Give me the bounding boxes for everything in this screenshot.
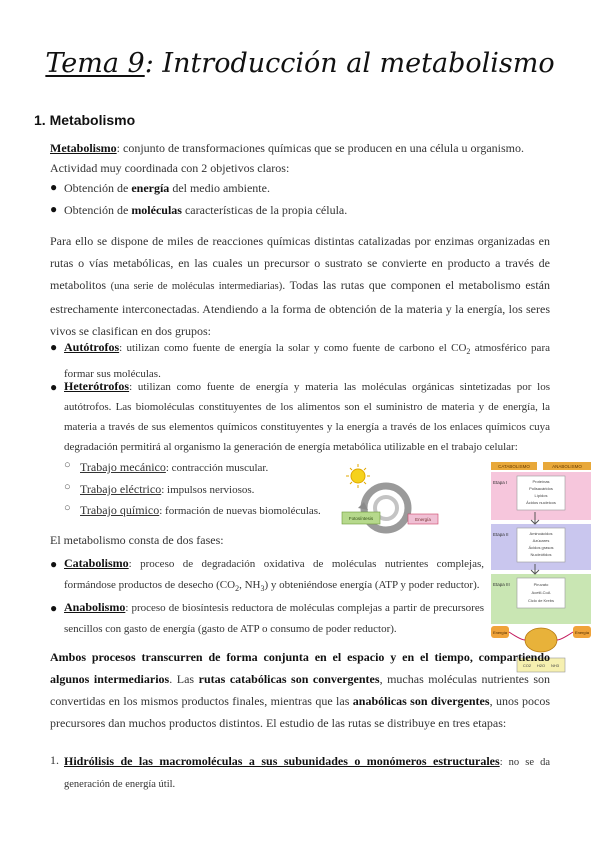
group-bullet: ● bbox=[50, 380, 58, 394]
work-bullet: ○ bbox=[64, 481, 71, 493]
section-heading bbox=[34, 112, 135, 128]
work-term: Trabajo eléctrico bbox=[80, 482, 162, 496]
objective-bold: energía bbox=[131, 181, 170, 195]
energy-cycle-figure bbox=[338, 462, 468, 540]
objective-bullet: ● bbox=[50, 180, 58, 194]
work-bullet: ○ bbox=[64, 502, 71, 514]
work-term: Trabajo mecánico bbox=[80, 460, 166, 474]
stage2-label: Etapa II bbox=[493, 532, 509, 537]
stage-number: 1. bbox=[50, 753, 59, 767]
stage1-text: : no se da generación de energía útil. bbox=[64, 757, 551, 790]
work-text: : impulsos nerviosos. bbox=[161, 484, 255, 496]
objective-after: características de la propia célula. bbox=[181, 203, 348, 217]
work-item bbox=[80, 457, 320, 478]
stage1-term: Hidrólisis de las macromoléculas a sus subunidades o monómeros estructurales bbox=[64, 754, 500, 768]
paragraph-routes bbox=[50, 230, 550, 342]
intro-term: Metabolismo bbox=[50, 141, 117, 155]
para3-bold2: rutas catabólicas son convergentes bbox=[198, 672, 380, 686]
phases-intro: El metabolismo consta de dos fases: bbox=[50, 533, 224, 547]
objective-bold: moléculas bbox=[131, 203, 182, 217]
phase-sub: 2 bbox=[235, 584, 240, 594]
energy-tag-right-label: Energía bbox=[574, 630, 590, 635]
stage2-item: Aminoácidos bbox=[529, 531, 553, 536]
anabolism-header: ANABOLISMO bbox=[552, 464, 582, 469]
stage1-item: Polisacáridos bbox=[529, 486, 553, 491]
energy-tag-left-label: Energía bbox=[492, 630, 508, 635]
stage2-item: Nucleótidos bbox=[530, 552, 552, 557]
phase-mid: , NH bbox=[239, 579, 261, 591]
phase-bullet: ● bbox=[50, 557, 58, 571]
stage1-label: Etapa I bbox=[493, 480, 508, 485]
para3-bold3: anabólicas son divergentes bbox=[352, 694, 490, 708]
section-number: 1. bbox=[34, 112, 46, 128]
objective-after: del medio ambiente. bbox=[169, 181, 270, 195]
work-item bbox=[80, 500, 340, 521]
phase-sub: 3 bbox=[260, 584, 265, 594]
catabolism-header: CATABOLISMO bbox=[498, 464, 530, 469]
intro-definition: : conjunto de transformaciones químicas que se producen en una célula u organismo. Actividad muy coordinada con 2 objetivos claros: bbox=[50, 141, 524, 175]
para2-b: . Todas las rutas que componen el metabolismo están estrechamente interconectadas. Atendiendo a la forma de obtención de la materia y la energía, los seres vivos se clasifican en dos grupos: bbox=[50, 278, 550, 338]
photosynthesis-label: Fotosíntesis bbox=[348, 516, 374, 521]
objective-bullet: ● bbox=[50, 202, 58, 216]
group-text: : utilizan como fuente de energía y materia las moléculas orgánicas sintetizadas por los autótrofos. Las biomoléculas constituyentes de los alimentos son el suministro de materia y de energía, la materia a través de sus elementos químicos constituyentes y la energía a través de los enlaces químicos cuya degradación permitirá al organismo la generación de energía metabólica utilizable en el trabajo celular: bbox=[64, 381, 550, 453]
objective-before: Obtención de bbox=[64, 181, 132, 195]
para2-small: (una serie de moléculas intermediarias) bbox=[110, 281, 283, 292]
stage1-item: Proteínas bbox=[532, 479, 550, 484]
phase-term: Anabolismo bbox=[64, 600, 126, 614]
sun-icon bbox=[346, 464, 370, 488]
objective-item bbox=[64, 178, 544, 198]
work-item bbox=[80, 479, 320, 500]
work-text: : formación de nuevas biomoléculas. bbox=[159, 505, 321, 517]
stage2-item: Azúcares bbox=[532, 538, 550, 543]
end-product: NH3 bbox=[550, 663, 560, 668]
end-product: CO2 bbox=[522, 663, 532, 668]
title-rest: : Introducción al metabolismo bbox=[144, 48, 555, 79]
objective-item bbox=[64, 200, 544, 220]
group-bullet: ● bbox=[50, 340, 58, 354]
work-text: : contracción muscular. bbox=[165, 462, 269, 474]
stage3-label: Etapa III bbox=[493, 582, 510, 587]
work-bullet: ○ bbox=[64, 459, 71, 471]
phase-end: ) y obteniéndose energía (ATP y poder reductor). bbox=[264, 579, 480, 591]
stage3-item: Piruvato bbox=[533, 582, 549, 587]
intro-paragraph bbox=[50, 138, 550, 178]
end-product: H2O bbox=[536, 663, 546, 668]
group-term: Autótrofos bbox=[64, 340, 120, 354]
stage1-item: Lípidos bbox=[534, 493, 548, 498]
stage1-item: Ácidos nucleicos bbox=[526, 500, 556, 505]
group-heterotrophs bbox=[64, 376, 550, 457]
stage3-item: Acetil-CoA bbox=[531, 590, 551, 595]
para3-t2: , muchas moléculas nutrientes son convertidas en los mismos productos finales, mientras que las bbox=[50, 672, 551, 708]
phase-text: : proceso de degradación oxidativa de moléculas nutrientes complejas, formándose productos de desecho (CO bbox=[64, 558, 484, 591]
objective-before: Obtención de bbox=[64, 203, 132, 217]
title-prefix: Tema 9 bbox=[45, 48, 145, 79]
group-term: Heterótrofos bbox=[64, 379, 130, 393]
para3-t1: . Las bbox=[169, 672, 199, 686]
section-title: Metabolismo bbox=[49, 112, 136, 128]
phase-anabolism bbox=[64, 597, 484, 640]
para2-a: Para ello se dispone de miles de reacciones químicas distintas catalizadas por enzimas organizadas en rutas o vías metabólicas, en las cuales un precursor o sustrato se convierte en producto a través de metabolitos bbox=[50, 234, 550, 292]
group-sub: 2 bbox=[466, 347, 471, 357]
group-text-b: atmosférico para formar sus moléculas. bbox=[64, 342, 550, 381]
paragraph-processes bbox=[50, 646, 550, 734]
stage3-item: Ciclo de Krebs bbox=[527, 598, 555, 603]
work-term: Trabajo químico bbox=[80, 503, 160, 517]
para3-bold1: Ambos procesos transcurren de forma conjunta en el espacio y en el tiempo, compartiendo algunos intermediarios bbox=[50, 650, 550, 686]
group-text-a: : utilizan como fuente de energía la solar y como fuente de carbono el CO bbox=[119, 342, 467, 354]
para3-t3: , unos pocos precursores dan muchos productos distintos. El estudio de las rutas se distribuye en tres etapas: bbox=[50, 694, 551, 730]
phase-term: Catabolismo bbox=[64, 556, 129, 570]
phase-bullet: ● bbox=[50, 601, 58, 615]
phase-text: : proceso de biosíntesis reductora de moléculas complejas a partir de precursores sencillos con gasto de energía (gasto de ATP o consumo de poder reductor). bbox=[64, 602, 484, 635]
stage2-item: Ácidos grasos bbox=[528, 545, 554, 550]
stage1-item bbox=[64, 750, 550, 796]
phase-catabolism bbox=[64, 553, 484, 599]
page-title bbox=[0, 48, 600, 79]
energy-label: Energía bbox=[415, 517, 431, 522]
